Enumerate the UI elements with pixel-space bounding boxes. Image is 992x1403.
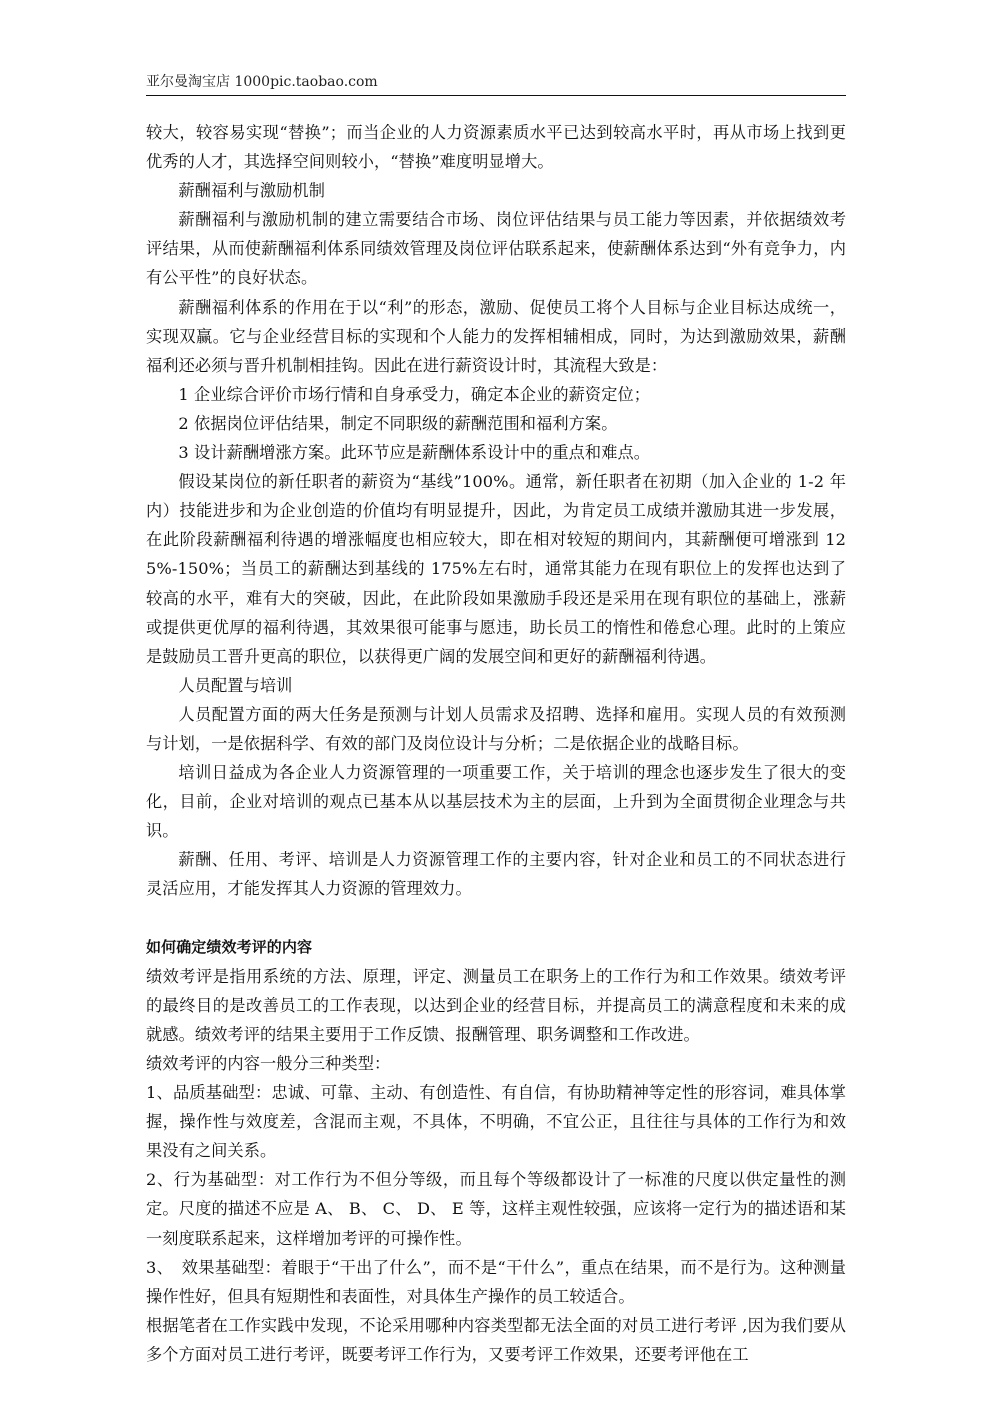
paragraph: 人员配置方面的两大任务是预测与计划人员需求及招聘、选择和雇用。实现人员的有效预测与计划，一是依据科学、有效的部门及岗位设计与分析；二是依据企业的战略目标。 bbox=[146, 704, 846, 753]
paragraph: 1 企业综合评价市场行情和自身承受力，确定本企业的薪资定位； bbox=[178, 384, 651, 404]
paragraph: 假设某岗位的新任职者的薪资为“基线”100%。通常，新任职者在初期（加入企业的 1-2 年内）技能进步和为企业创造的价值均有明显提升，因此，为肯定员工成绩并激励其进一步发展，在此阶段薪酬福利待遇的增涨幅度也相应较大，即在相对较短的期间内，其薪酬便可增涨到 125%-150%；当员工的薪酬达到基线的 175%左右时，通常其能力在现有职位上的发挥也达到了较高的水平，难有大的突破，因此，在此阶段如果激励手段还是采用在现有职位的基础上，涨薪或提供更优厚的福利待遇，其效果很可能事与愿违，助长员工的惰性和倦怠心理。此时的上策应是鼓励员工晋升更高的职位，以获得更广阔的发展空间和更好的薪酬福利待遇。 bbox=[146, 472, 846, 666]
paragraph: 3 设计薪酬增涨方案。此环节应是薪酬体系设计中的重点和难点。 bbox=[178, 443, 651, 463]
page-header: 亚尔曼淘宝店 1000pic.taobao.com bbox=[146, 73, 846, 96]
document-body bbox=[146, 118, 846, 1369]
paragraph: 薪酬福利与激励机制的建立需要结合市场、岗位评估结果与员工能力等因素，并依据绩效考评结果，从而使薪酬福利体系同绩效管理及岗位评估联系起来，使薪酬体系达到“外有竞争力，内有公平性”的良好状态。 bbox=[146, 210, 846, 288]
paragraph: 1、品质基础型：忠诚、可靠、主动、有创造性、有自信，有协助精神等定性的形容词，难具体掌握，操作性与效度差，含混而主观，不具体，不明确，不宜公正，且往往与具体的工作行为和效果没有之间关系。 bbox=[146, 1083, 846, 1161]
paragraph: 绩效考评的内容一般分三种类型： bbox=[146, 1054, 391, 1073]
paragraph: 较大，较容易实现“替换”；而当企业的人力资源素质水平已达到较高水平时，再从市场上找到更优秀的人才，其选择空间则较小，“替换”难度明显增大。 bbox=[146, 123, 846, 172]
paragraph: 2 依据岗位评估结果，制定不同职级的薪酬范围和福利方案。 bbox=[178, 413, 618, 433]
paragraph: 薪酬、任用、考评、培训是人力资源管理工作的主要内容，针对企业和员工的不同状态进行灵活应用，才能发挥其人力资源的管理效力。 bbox=[146, 850, 846, 899]
paragraph: 3、 效果基础型：着眼于“干出了什么”，而不是“干什么”，重点在结果，而不是行为。这种测量操作性好，但具有短期性和表面性，对具体生产操作的员工较适合。 bbox=[146, 1257, 846, 1306]
paragraph: 培训日益成为各企业人力资源管理的一项重要工作，关于培训的理念也逐步发生了很大的变化，目前，企业对培训的观点已基本从以基层技术为主的层面，上升到为全面贯彻企业理念与共识。 bbox=[146, 763, 846, 841]
paragraph: 薪酬福利与激励机制 bbox=[178, 181, 325, 201]
paragraph: 人员配置与培训 bbox=[178, 675, 293, 695]
paragraph: 薪酬福利体系的作用在于以“利”的形态，激励、促使员工将个人目标与企业目标达成统一，实现双赢。它与企业经营目标的实现和个人能力的发挥相辅相成，同时，为达到激励效果，薪酬福利还必须与晋升机制相挂钩。因此在进行薪资设计时，其流程大致是： bbox=[146, 297, 846, 375]
paragraph: 2、行为基础型：对工作行为不但分等级，而且每个等级都设计了一标准的尺度以供定量性的测定。尺度的描述不应是 A、 B、 C、 D、 E 等，这样主观性较强，应该将一定行为的描述语和某一刻度联系起来，这样增加考评的可操作性。 bbox=[146, 1170, 846, 1248]
section-title: 如何确定绩效考评的内容 bbox=[146, 937, 313, 956]
paragraph: 绩效考评是指用系统的方法、原理，评定、测量员工在职务上的工作行为和工作效果。绩效考评的最终目的是改善员工的工作表现，以达到企业的经营目标，并提高员工的满意程度和未来的成就感。绩效考评的结果主要用于工作反馈、报酬管理、职务调整和工作改进。 bbox=[146, 966, 846, 1044]
blank-line bbox=[146, 904, 846, 933]
paragraph: 根据笔者在工作实践中发现，不论采用哪种内容类型都无法全面的对员工进行考评 ,因为我们要从多个方面对员工进行考评，既要考评工作行为，又要考评工作效果，还要考评他在工 bbox=[146, 1315, 846, 1364]
